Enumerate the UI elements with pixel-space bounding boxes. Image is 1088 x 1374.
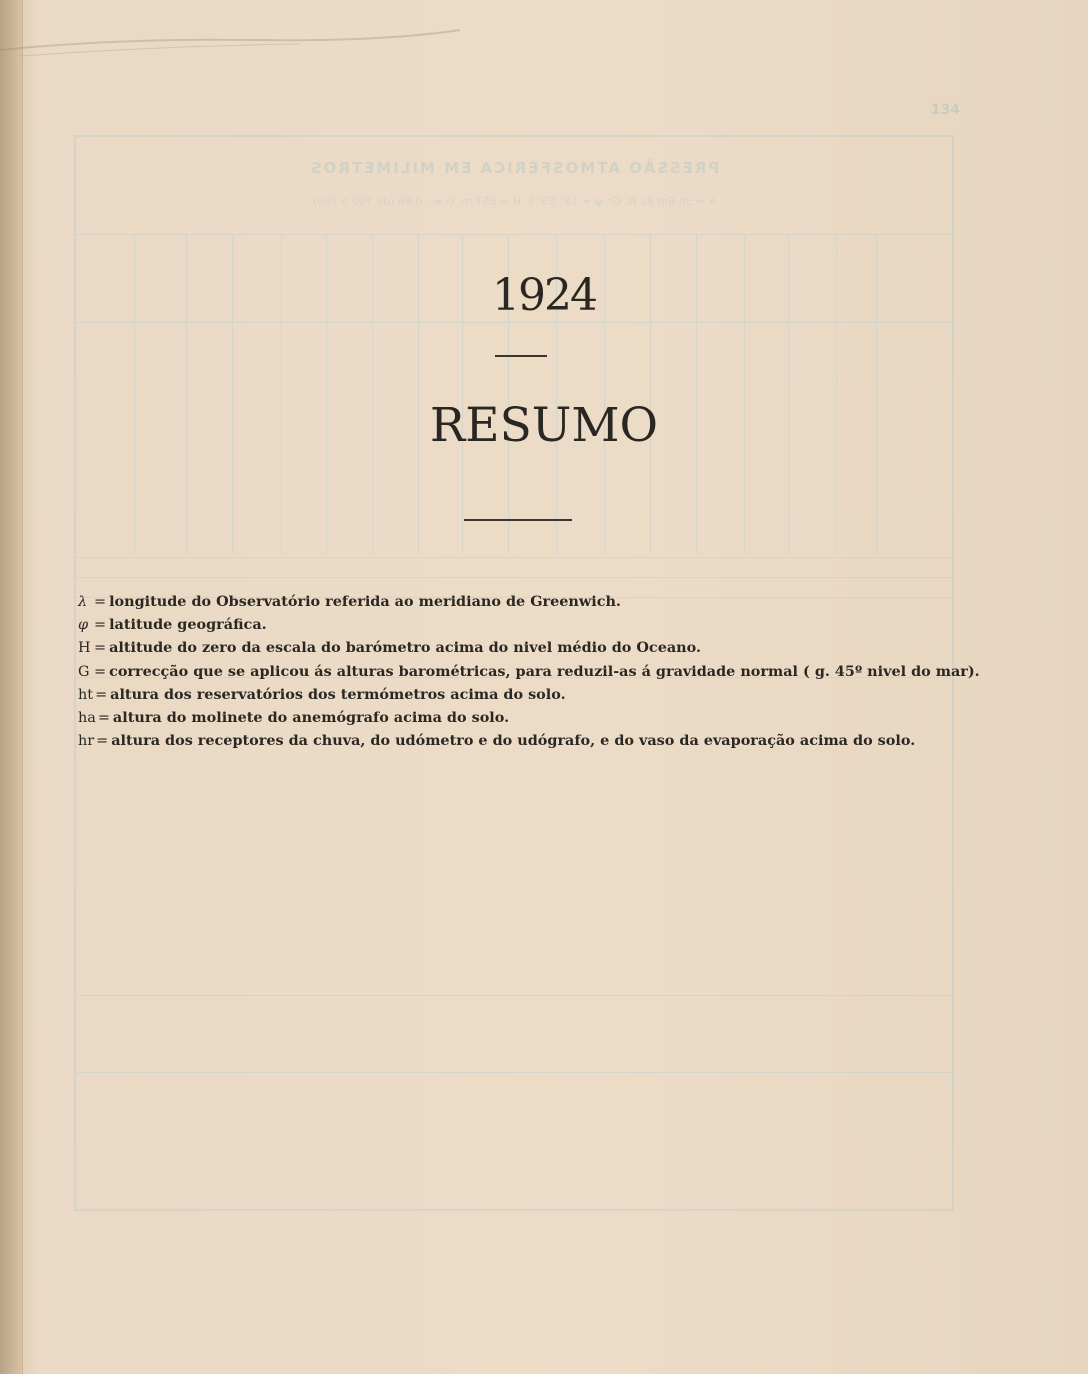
legend-row-phi: φ = latitude geográfica. <box>78 613 978 636</box>
paper-scratch-mark <box>0 20 460 60</box>
legend-text: longitude do Observatório referida ao meridiano de Greenwich. <box>109 593 621 610</box>
legend-text: altitude do zero da escala do barómetro acima do nivel médio do Oceano. <box>109 639 701 657</box>
divider-short <box>495 355 547 357</box>
bleed-through-title: PRESSÃO ATMOSFÉRICA EM MILIMETROS <box>308 159 720 177</box>
legend-text: latitude geográfica. <box>109 616 267 634</box>
legend-symbol: hr <box>78 733 95 750</box>
legend-row-g: G = correcção que se aplicou ás alturas barométricas, para reduzil-as á gravidade normal ( g. 45º nivel do mar). <box>78 660 978 683</box>
legend-text: altura dos reservatórios dos termómetros acima do solo. <box>110 685 566 703</box>
legend-row-ha: ha = altura do molinete do anemógrafo acima do solo. <box>78 706 978 729</box>
legend-symbol: G <box>78 663 90 680</box>
legend-text: altura do molinete do anemógrafo acima do solo. <box>112 708 510 726</box>
legend-symbol: ht <box>78 686 94 703</box>
symbol-legend <box>78 590 978 752</box>
binding-edge <box>0 0 23 1374</box>
legend-row-lambda: λ = longitude do Observatório referida ao meridiano de Greenwich. <box>78 590 978 613</box>
legend-text: altura dos receptores da chuva, do udómetro e do udógrafo, e do vaso da evaporação acima do solo. <box>111 732 916 750</box>
legend-symbol: H <box>78 640 91 657</box>
legend-symbol: φ <box>78 617 89 634</box>
divider-long <box>464 519 572 521</box>
legend-symbol: λ <box>78 594 88 610</box>
legend-text: correcção que se aplicou ás alturas barométricas, para reduzil-as á gravidade normal ( g. 45º nivel do mar). <box>109 662 980 680</box>
page-title: RESUMO <box>429 398 659 453</box>
legend-row-ht: ht = altura dos reservatórios dos termómetros acima do solo. <box>78 683 978 706</box>
legend-row-h: H = altitude do zero da escala do barómetro acima do nivel médio do Oceano. <box>78 636 978 659</box>
year-heading: 1924 <box>492 270 596 321</box>
page-number: 134 <box>930 102 960 118</box>
bleed-through-subtitle: λ = 3h 6m 6s W. Gr. φ = 19° 55' S. H = 857 m. G = - 0,86 (de 700 a 760) <box>312 195 716 208</box>
legend-symbol: ha <box>78 709 96 726</box>
legend-row-hr: hr = altura dos receptores da chuva, do udómetro e do udógrafo, e do vaso da evaporação acima do solo. <box>78 729 978 752</box>
